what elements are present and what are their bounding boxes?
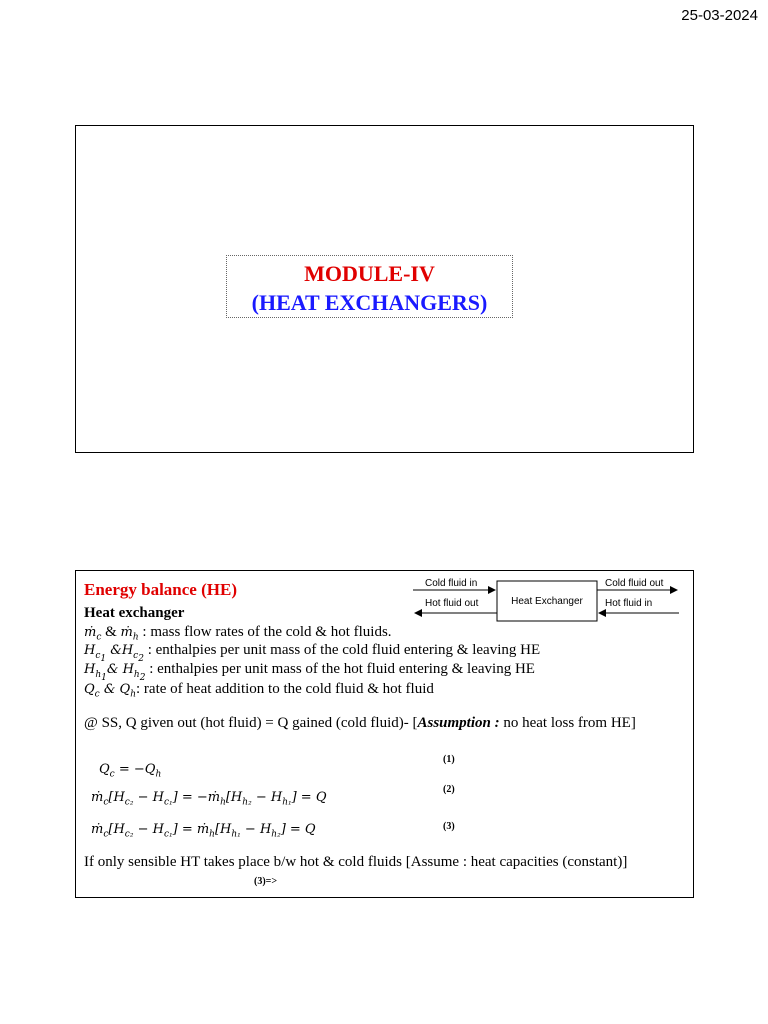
hot-enthalpy-symbols: $H_{h_1}\&$ $H_{h_2}$ [84, 662, 146, 683]
hot-enthalpy-text: : enthalpies per unit mass of the hot fluid entering & leaving HE [145, 661, 535, 677]
heat-rate-line [84, 681, 434, 700]
mdot-c: ṁ$_c$ [84, 625, 102, 643]
equation-number-1: (1) [443, 754, 455, 765]
steady-state-line: @ SS, Q given out (hot fluid) = Q gained (cold fluid)- [Assumption : no heat loss from HE] [84, 715, 636, 731]
equation-2: $ṁ_c[H_{c_2} - H_{c_1}]$ = $-ṁ_h[H_{h_2} - H_{h_1}] = Q$ [91, 790, 327, 808]
heat-exchanger-diagram [411, 573, 681, 628]
mass-flow-line: ṁ$_c$ & ṁ$_h$ : mass flow rates of the cold & hot fluids. [84, 624, 392, 643]
slide-subheading: Heat exchanger [84, 605, 185, 621]
equation-1: $Q_c = -Q_h$ [99, 762, 162, 780]
module-subtitle: (HEAT EXCHANGERS) [251, 290, 488, 315]
heat-exchanger-label: Heat Exchanger [511, 596, 583, 607]
equation-number-2: (2) [443, 784, 455, 795]
cold-out-label: Cold fluid out [605, 578, 664, 589]
hot-enthalpy-line [84, 661, 535, 682]
equation-number-3: (3) [443, 821, 455, 832]
mdot-h: ṁ$_h$ [120, 625, 139, 643]
title-box [226, 255, 513, 318]
heat-rate-symbols: $Q_c$ & $Q_h$ [84, 682, 137, 700]
heat-rate-text: : rate of heat addition to the cold fluid & hot fluid [136, 681, 434, 697]
mass-flow-text: : mass flow rates of the cold & hot fluids. [138, 624, 392, 640]
equation-3: $ṁ_c[H_{c_2} - H_{c_1}]$ = $ṁ_h[H_{h_1} - H_{h_2}] = Q$ [91, 822, 316, 840]
slide-title [75, 125, 694, 453]
hot-out-label: Hot fluid out [425, 598, 479, 609]
assumption-label: Assumption : [417, 715, 500, 731]
hot-in-label: Hot fluid in [605, 598, 653, 609]
slide-heading: Energy balance (HE) [84, 580, 237, 599]
cold-enthalpy-text: : enthalpies per unit mass of the cold fluid entering & leaving HE [143, 642, 541, 658]
cold-enthalpy-symbols: $H_{c_1}$ $\&H_{c_2}$ [84, 643, 144, 664]
module-title: MODULE-IV [304, 261, 435, 286]
cold-in-label: Cold fluid in [425, 578, 478, 589]
sensible-heat-line: If only sensible HT takes place b/w hot & cold fluids [Assume : heat capacities (constant)] [84, 854, 628, 870]
equation-3-reference: (3)=> [254, 876, 278, 887]
slide-energy-balance [75, 570, 694, 898]
date-header: 25-03-2024 [681, 7, 758, 24]
